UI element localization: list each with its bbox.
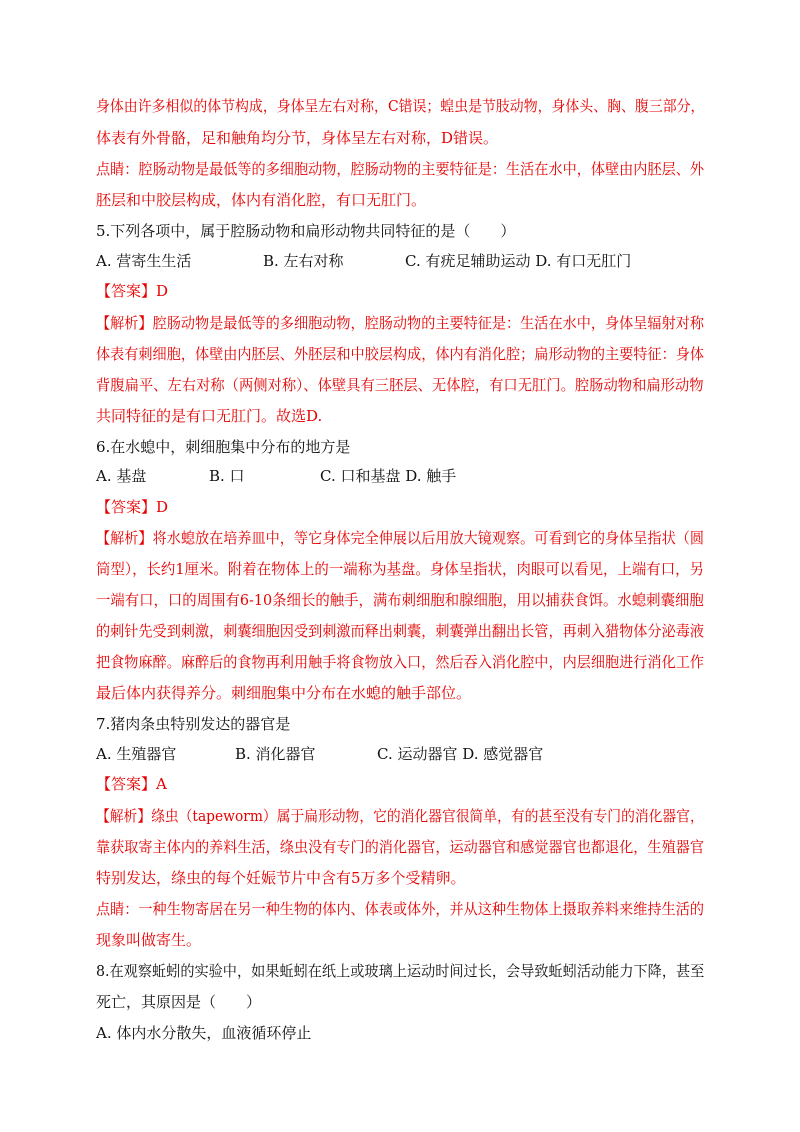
q7-option-a: A. 生殖器官 <box>96 745 177 763</box>
q7-note-line-2: 现象叫做寄生。 <box>96 931 202 949</box>
q6-explanation-line-3: 一端有口，口的周围有6-10条细长的触手，满布刺细胞和腺细胞，用以捕获食饵。水螅刺囊细胞 <box>96 591 704 609</box>
q7-explanation-line-1: 【解析】绦虫（tapeworm）属于扁形动物，它的消化器官很简单，有的甚至没有专门的消化器官， <box>96 807 704 825</box>
question-8-line-2: 死亡，其原因是（ ） <box>96 993 262 1011</box>
q4-explanation-line-1: 身体由许多相似的体节构成，身体呈左右对称，C错误；蝗虫是节肢动物，身体头、胸、腹三部分， <box>96 97 705 115</box>
question-7: 7.猪肉条虫特别发达的器官是 <box>96 715 291 733</box>
q7-explanation-line-3: 特别发达，绦虫的每个妊娠节片中含有5万多个受精卵。 <box>96 869 466 887</box>
q6-explanation-line-4: 的刺针先受到刺激，刺囊细胞因受到刺激而释出刺囊，刺囊弹出翻出长管，再刺入猎物体分泌毒液 <box>96 622 704 640</box>
q5-option-b: B. 左右对称 <box>263 252 344 270</box>
q5-answer: 【答案】D <box>96 282 169 300</box>
q8-option-a: A. 体内水分散失，血液循环停止 <box>96 1024 312 1042</box>
q6-answer: 【答案】D <box>96 498 169 516</box>
q6-explanation-line-1: 【解析】将水螅放在培养皿中，等它身体完全伸展以后用放大镜观察。可看到它的身体呈指状（圆 <box>96 529 704 547</box>
q4-note-line-1: 点睛：腔肠动物是最低等的多细胞动物，腔肠动物的主要特征是：生活在水中，体壁由内胚层、外 <box>96 160 704 178</box>
q5-option-a: A. 营寄生生活 <box>96 252 192 270</box>
question-5: 5.下列各项中，属于腔肠动物和扁形动物共同特征的是（ ） <box>96 222 516 240</box>
q5-explanation-line-2: 体表有刺细胞，体壁由内胚层、外胚层和中胶层构成，体内有消化腔；扁形动物的主要特征：身体 <box>96 345 704 363</box>
q6-explanation-line-5: 把食物麻醉。麻醉后的食物再利用触手将食物放入口，然后吞入消化腔中，内层细胞进行消化工作 <box>96 653 704 671</box>
q4-explanation-line-2: 体表有外骨骼，足和触角均分节，身体呈左右对称，D错误。 <box>96 129 499 147</box>
q6-explanation-line-6: 最后体内获得养分。刺细胞集中分布在水螅的触手部位。 <box>96 684 472 702</box>
q5-explanation-line-1: 【解析】腔肠动物是最低等的多细胞动物，腔肠动物的主要特征是：生活在水中，身体呈辐射对称 <box>96 314 704 332</box>
q6-options-c-d: C. 口和基盘 D. 触手 <box>320 467 457 485</box>
q4-note-line-2: 胚层和中胶层构成，体内有消化腔，有口无肛门。 <box>96 191 427 209</box>
q5-explanation-line-3: 背腹扁平、左右对称（两侧对称）、体壁具有三胚层、无体腔，有口无肛门。腔肠动物和扁形动物 <box>96 376 704 394</box>
q7-note-line-1: 点睛：一种生物寄居在另一种生物的体内、体表或体外，并从这种生物体上摄取养料来维持生活的 <box>96 900 704 918</box>
q7-explanation-line-2: 靠获取寄主体内的养料生活，绦虫没有专门的消化器官，运动器官和感觉器官也都退化，生殖器官 <box>96 838 704 856</box>
q7-options-c-d: C. 运动器官 D. 感觉器官 <box>377 745 544 763</box>
q7-answer: 【答案】A <box>96 775 167 793</box>
q5-options-c-d: C. 有疣足辅助运动 D. 有口无肛门 <box>405 252 632 270</box>
question-8-line-1: 8.在观察蚯蚓的实验中，如果蚯蚓在纸上或玻璃上运动时间过长，会导致蚯蚓活动能力下降，甚至 <box>96 962 705 980</box>
question-6: 6.在水螅中，刺细胞集中分布的地方是 <box>96 438 351 456</box>
q6-explanation-line-2: 筒型），长约1厘米。附着在物体上的一端称为基盘。身体呈指状，肉眼可以看见，上端有口，另 <box>96 560 705 578</box>
q6-option-a: A. 基盘 <box>96 467 147 485</box>
q6-option-b: B. 口 <box>209 467 245 485</box>
q5-explanation-line-4: 共同特征的是有口无肛门。故选D. <box>96 407 323 425</box>
q7-option-b: B. 消化器官 <box>235 745 316 763</box>
